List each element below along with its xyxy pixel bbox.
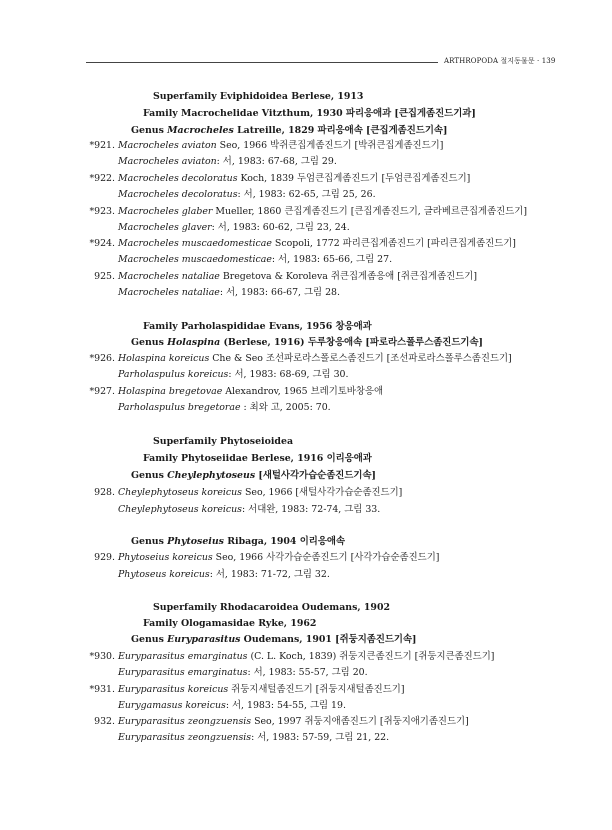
- synonym-reference: Macrocheles decoloratus: 서, 1983: 62-65, 그림 25, 26.: [118, 189, 376, 200]
- running-header: ARTHROPODA 절지동물문 · 139: [444, 57, 556, 65]
- synonym-reference: Cheylephytoseus koreicus: 서대완, 1983: 72-74, 그림 33.: [118, 504, 381, 515]
- synonym-reference: Macrocheles muscaedomesticae: 서, 1983: 65-66, 그림 27.: [118, 254, 393, 265]
- genus-heading: Genus Cheylephytoseus [새털사각가습순좀진드기속]: [131, 470, 376, 481]
- species-entry: 932. Euryparasitus zeongzuensis Seo, 1997 쥐둥지애좀진드기 [쥐둥지애기좀진드기]: [85, 716, 469, 728]
- entry-number: 929.: [94, 552, 115, 563]
- synonym-reference: Euryparasitus emarginatus: 서, 1983: 55-57, 그림 20.: [118, 667, 368, 678]
- entry-number: *926.: [89, 353, 115, 364]
- family-heading: Family Parholaspididae Evans, 1956 창응애과: [143, 321, 372, 332]
- header-rule: [86, 62, 438, 63]
- superfamily-heading: Superfamily Rhodacaroidea Oudemans, 1902: [153, 602, 391, 613]
- entry-number: 925.: [94, 271, 115, 282]
- genus-heading: Genus Holaspina (Berlese, 1916) 두루창응애속 [파로라스폴루스좀진드기속]: [131, 337, 483, 348]
- genus-heading: Genus Phytoseius Ribaga, 1904 이리응애속: [131, 536, 345, 547]
- entry-number: *921.: [89, 140, 115, 151]
- genus-heading: Genus Euryparasitus Oudemans, 1901 [쥐둥지좀진드기속]: [131, 634, 417, 645]
- species-entry: *926. Holaspina koreicus Che & Seo 조선파로라스폴로스좀진드기 [조선파로라스폴루스좀진드기]: [85, 353, 512, 365]
- entry-number: *931.: [89, 684, 115, 695]
- species-entry: *931. Euryparasitus koreicus 쥐둥지새털좀진드기 [쥐둥지새털좀진드기]: [85, 684, 404, 696]
- synonym-reference: Macrocheles nataliae: 서, 1983: 66-67, 그림 28.: [118, 287, 341, 298]
- superfamily-heading: Superfamily Eviphidoidea Berlese, 1913: [153, 91, 364, 102]
- synonym-reference: Parholaspulus bregetorae : 최와 고, 2005: 70.: [118, 402, 331, 413]
- species-entry: 928. Cheylephytoseus koreicus Seo, 1966 [새털사각가습순좀진드기]: [85, 487, 402, 499]
- entry-number: *923.: [89, 206, 115, 217]
- entry-number: *930.: [89, 651, 115, 662]
- species-entry: 929. Phytoseius koreicus Seo, 1966 사각가습순좀진드기 [사각가습순좀진드기]: [85, 552, 439, 564]
- synonym-reference: Macrocheles aviaton: 서, 1983: 67-68, 그림 29.: [118, 156, 337, 167]
- entry-number: 928.: [94, 487, 115, 498]
- genus-heading: Genus Macrocheles Latreille, 1829 파리응애속 [큰집게좀진드기속]: [131, 125, 448, 136]
- species-entry: *923. Macrocheles glaber Mueller, 1860 큰집게좀진드기 [큰집게좀진드기, 글라베르큰집게좀진드기]: [85, 206, 527, 218]
- synonym-reference: Parholaspulus koreicus: 서, 1983: 68-69, 그림 30.: [118, 369, 349, 380]
- species-entry: *922. Macrocheles decoloratus Koch, 1839 두엄큰집게좀진드기 [두엄큰집게좀진드기]: [85, 173, 470, 185]
- species-entry: *924. Macrocheles muscaedomesticae Scopoli, 1772 파리큰집게좀진드기 [파리큰집게좀진드기]: [85, 238, 516, 250]
- family-heading: Family Phytoseiidae Berlese, 1916 이리응애과: [143, 453, 372, 464]
- entry-number: 932.: [94, 716, 115, 727]
- synonym-reference: Eurygamasus koreicus: 서, 1983: 54-55, 그림 19.: [118, 700, 346, 711]
- entry-number: *927.: [89, 386, 115, 397]
- family-heading: Family Ologamasidae Ryke, 1962: [143, 618, 317, 629]
- entry-number: *924.: [89, 238, 115, 249]
- superfamily-heading: Superfamily Phytoseioidea: [153, 436, 294, 447]
- species-entry: *927. Holaspina bregetovae Alexandrov, 1965 브레기토바창응애: [85, 386, 383, 398]
- synonym-reference: Macrocheles glaver: 서, 1983: 60-62, 그림 23, 24.: [118, 222, 350, 233]
- synonym-reference: Phytoseus koreicus: 서, 1983: 71-72, 그림 32.: [118, 569, 330, 580]
- species-entry: 925. Macrocheles nataliae Bregetova & Koroleva 쥐큰집게좀응애 [쥐큰집게좀진드기]: [85, 271, 477, 283]
- species-entry: *921. Macrocheles aviaton Seo, 1966 박쥐큰집게좀진드기 [박쥐큰집게좀진드기]: [85, 140, 443, 152]
- entry-number: *922.: [89, 173, 115, 184]
- family-heading: Family Macrochelidae Vitzthum, 1930 파리응애과 [큰집게좀진드기과]: [143, 108, 476, 119]
- synonym-reference: Euryparasitus zeongzuensis: 서, 1983: 57-59, 그림 21, 22.: [118, 732, 390, 743]
- species-entry: *930. Euryparasitus emarginatus (C. L. Koch, 1839) 쥐둥지큰좀진드기 [쥐둥지큰좀진드기]: [85, 651, 494, 663]
